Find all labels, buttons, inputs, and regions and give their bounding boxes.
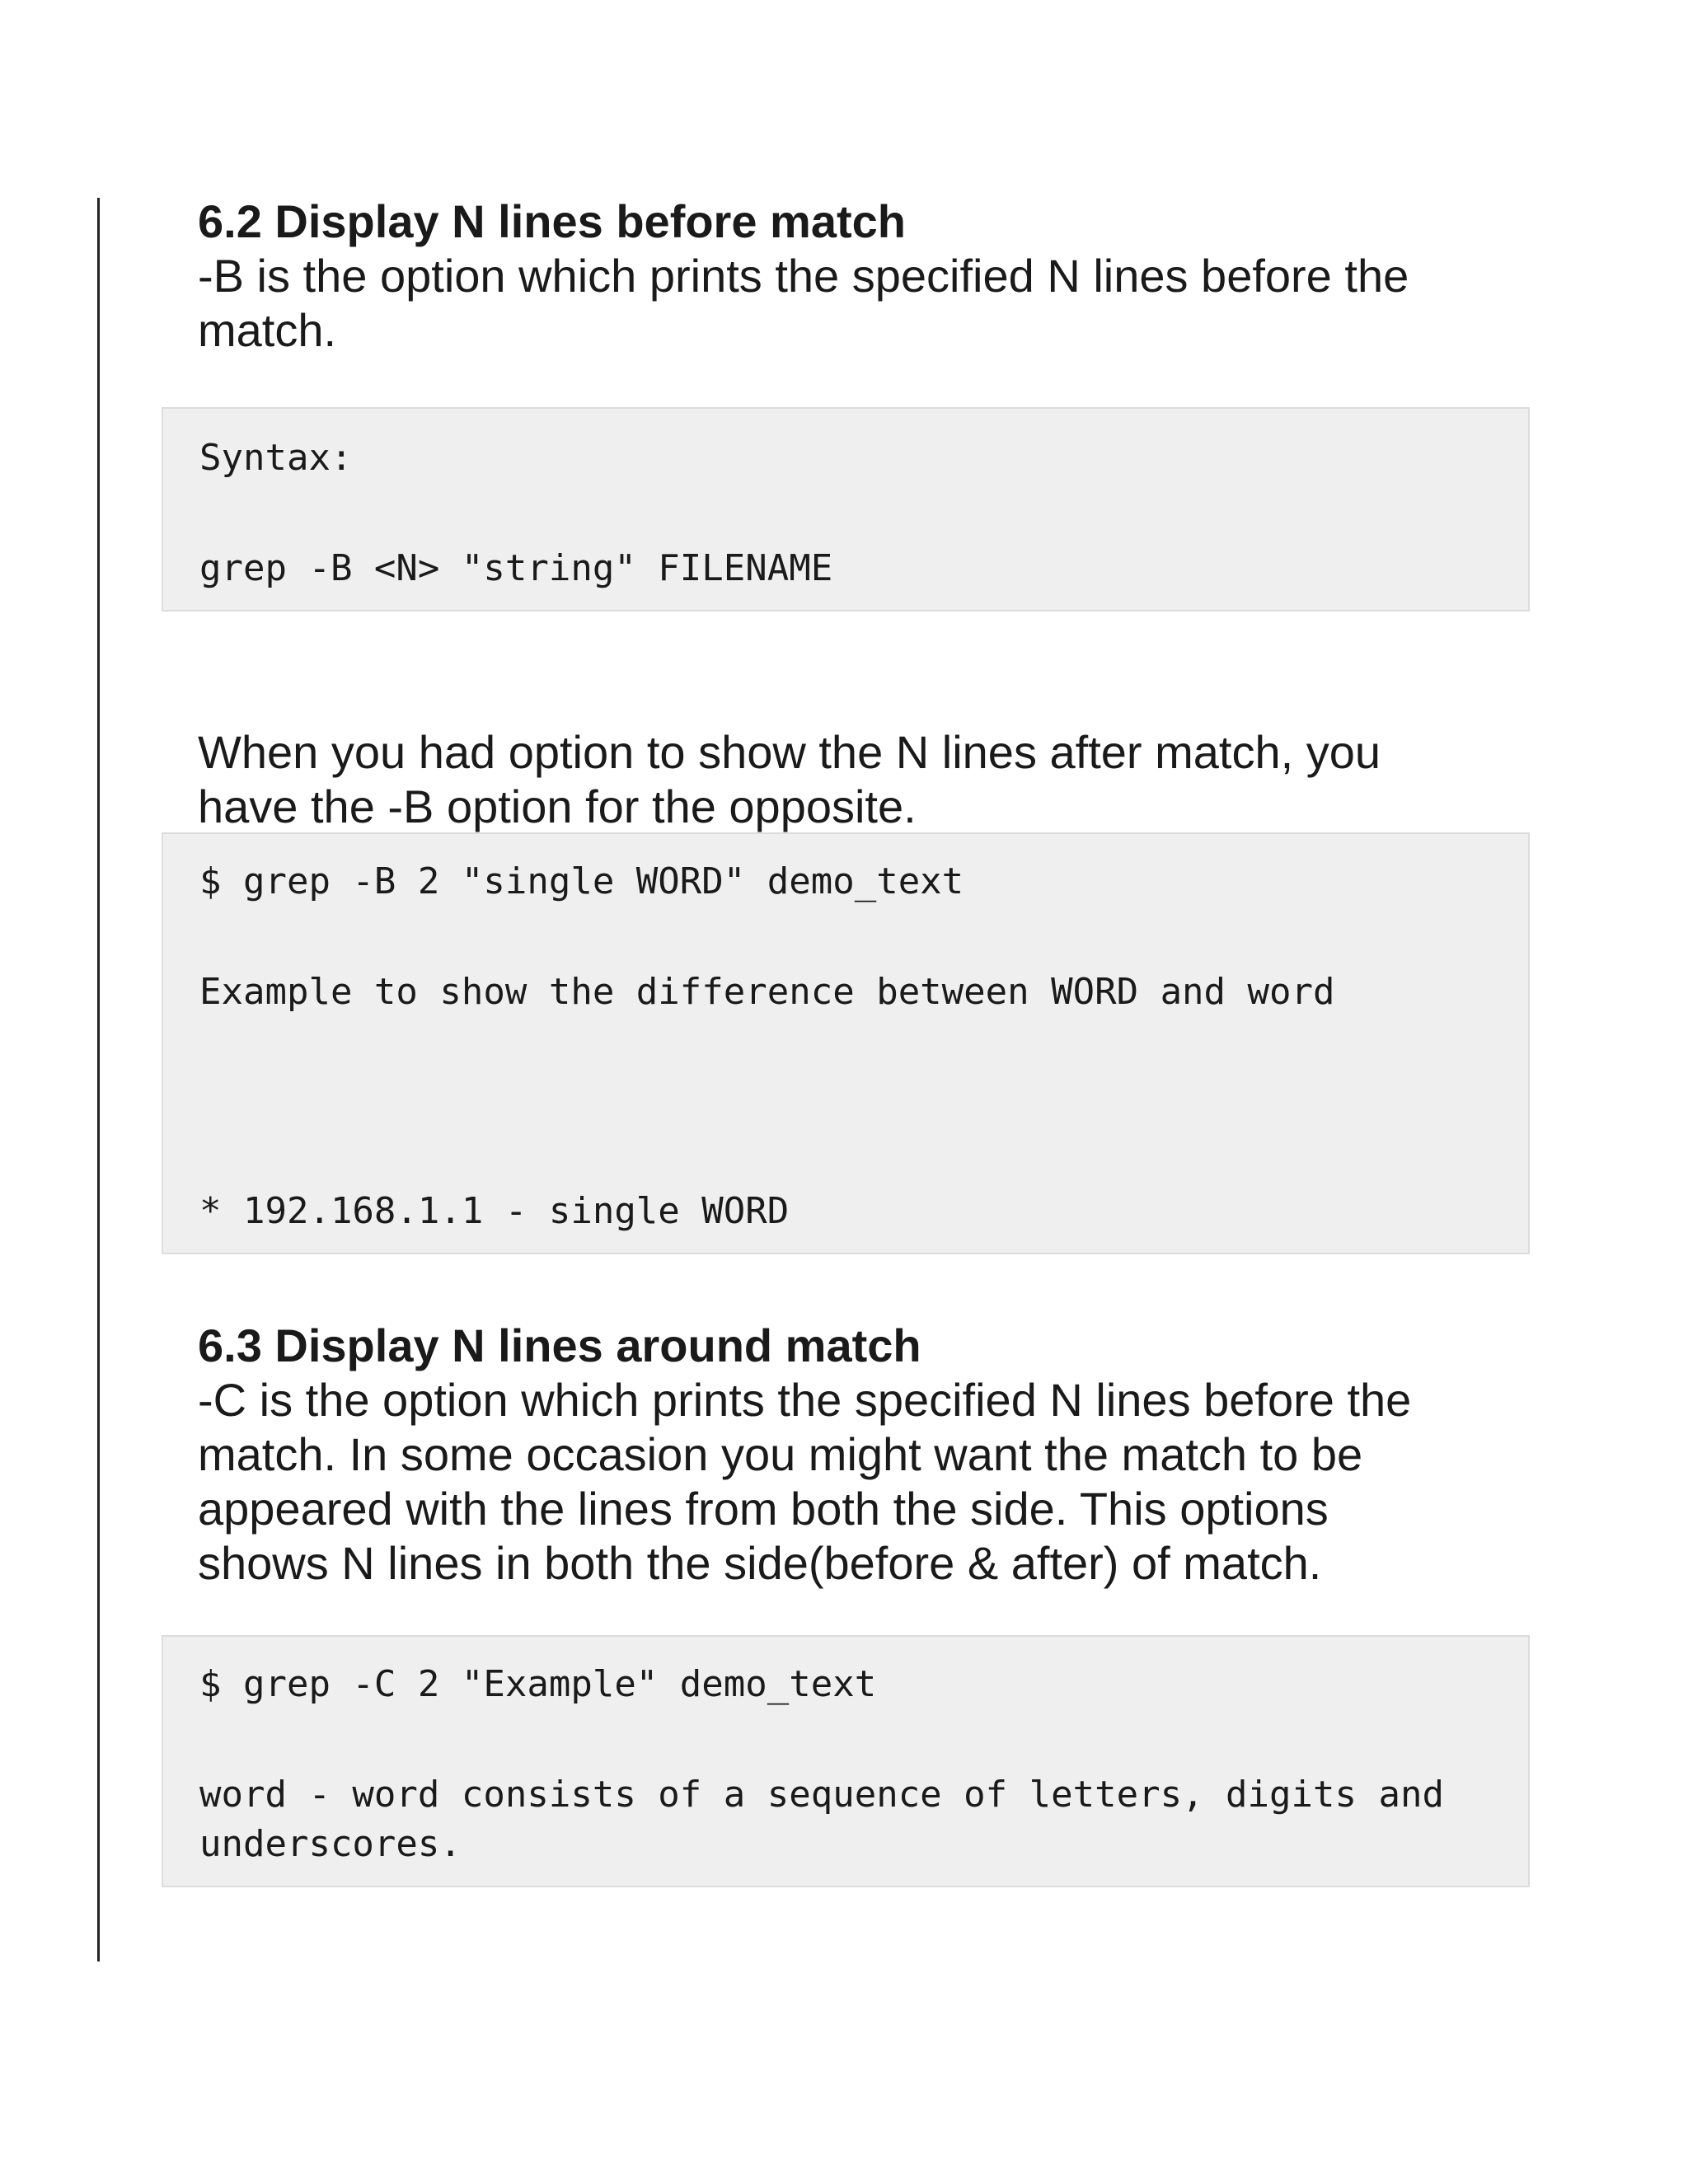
syntax-command: grep -B <N> "string" FILENAME xyxy=(199,547,833,589)
section-6-2-description-line-2: match. xyxy=(198,304,337,356)
section-6-3-description-line-4: shows N lines in both the side(before & after) of match. xyxy=(198,1537,1322,1589)
syntax-label: Syntax: xyxy=(199,437,353,479)
section-heading-6-2: 6.2 Display N lines before match xyxy=(198,195,906,247)
example-output-line-2: * 192.168.1.1 - single WORD xyxy=(199,1190,790,1232)
section-heading-6-3: 6.3 Display N lines around match xyxy=(198,1319,921,1371)
section-6-2-explain-line-2: have the -B option for the opposite. xyxy=(198,780,917,832)
example-output-6-3-line-1: word - word consists of a sequence of letters, digits and xyxy=(199,1774,1444,1816)
section-6-2-description-line-1: -B is the option which prints the specified N lines before the xyxy=(198,250,1409,302)
syntax-code-block xyxy=(162,407,1530,612)
example-command-6-3: $ grep -C 2 "Example" demo_text xyxy=(199,1663,877,1705)
example-output-line-1: Example to show the difference between WORD and word xyxy=(199,971,1335,1013)
section-6-3-description-line-3: appeared with the lines from both the side. This options xyxy=(198,1483,1329,1535)
left-margin-rule xyxy=(97,198,100,1961)
section-6-3-description-line-2: match. In some occasion you might want the match to be xyxy=(198,1428,1363,1480)
example-code-block-6-3 xyxy=(162,1635,1530,1887)
example-command-6-2: $ grep -B 2 "single WORD" demo_text xyxy=(199,860,964,902)
section-6-2-explain-line-1: When you had option to show the N lines after match, you xyxy=(198,726,1381,778)
section-6-3-description-line-1: -C is the option which prints the specified N lines before the xyxy=(198,1374,1412,1426)
example-output-6-3-line-2: underscores. xyxy=(199,1823,462,1865)
example-code-block-6-2 xyxy=(162,832,1530,1254)
